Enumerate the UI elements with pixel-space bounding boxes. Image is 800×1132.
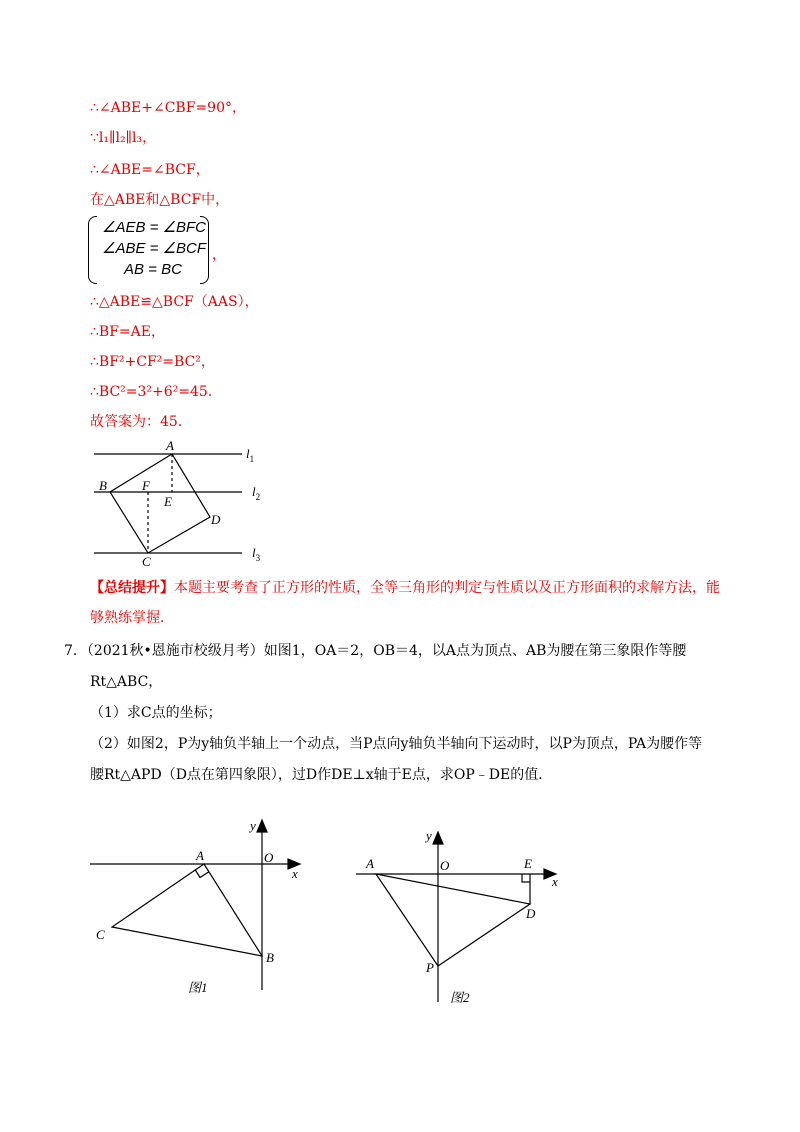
solution-step-5: ∴△ABE≌△BCF（AAS），	[90, 294, 259, 310]
label-D: D	[211, 512, 221, 527]
solution-step-1: ∴∠ABE+∠CBF=90°，	[90, 100, 246, 116]
problem-7-line-2: Rt△ABC，	[90, 674, 163, 690]
problem-7-q2-line-2: 腰Rt△APD（D点在第四象限），过D作DE⊥x轴于E点，求OP﹣DE的值．	[90, 767, 553, 783]
solution-step-2: ∵l₁∥l₂∥l₃，	[90, 130, 157, 146]
problem-7-q1: （1）求C点的坐标；	[90, 705, 222, 721]
y-axis-arrow	[433, 832, 443, 844]
coordinate-figure-1	[88, 812, 318, 1007]
triangle-apd	[376, 874, 530, 966]
right-angle-mark-a	[195, 870, 209, 878]
square-abcd	[110, 454, 210, 553]
triangle-abc	[112, 864, 262, 956]
solution-step-7: ∴BF²+CF²=BC²，	[90, 354, 215, 370]
coordinate-figure-2	[352, 822, 577, 1017]
problem-7-line-1	[64, 641, 686, 661]
label-l3: $l_3$	[252, 545, 261, 563]
fig2-caption: 图2	[450, 990, 470, 1005]
solution-answer: 故答案为：45．	[90, 414, 192, 430]
fig1-caption: 图1	[188, 980, 208, 995]
fig2-label-D: D	[526, 906, 536, 921]
problem-7-q2-line-1: （2）如图2，P为y轴负半轴上一个动点，当P点向y轴负半轴向下运动时，以P为顶点，PA为腰作等	[90, 736, 703, 752]
system-row-1: ∠AEB = ∠BFC	[102, 219, 207, 236]
fig1-label-A: A	[196, 848, 204, 863]
fig2-label-y: y	[426, 828, 432, 843]
fig2-label-E: E	[524, 856, 532, 871]
fig2-label-A: A	[366, 856, 374, 871]
label-F: F	[142, 478, 150, 493]
label-l2: $l_2$	[252, 484, 261, 502]
label-l1: $l_1$	[246, 446, 255, 464]
right-brace	[200, 216, 209, 284]
equation-system	[88, 216, 226, 282]
fig2-label-O: O	[440, 858, 450, 873]
label-E: E	[164, 494, 172, 509]
solution-step-4: 在△ABE和△BCF中，	[90, 192, 230, 208]
left-brace	[88, 216, 97, 284]
system-row-3: AB = BC	[124, 261, 182, 278]
summary-tag: 【总结提升】	[90, 580, 174, 596]
label-B: B	[99, 478, 107, 493]
system-row-2: ∠ABE = ∠BCF	[102, 240, 207, 257]
fig2-label-x: x	[552, 874, 558, 889]
fig1-label-x: x	[292, 866, 298, 881]
fig1-label-B: B	[266, 950, 274, 965]
fig1-label-y: y	[250, 818, 256, 833]
label-C: C	[142, 554, 151, 568]
summary-line-1	[90, 578, 720, 598]
fig2-label-P: P	[426, 960, 434, 975]
label-A: A	[166, 438, 174, 453]
summary-line-2: 够熟练掌握．	[90, 610, 174, 626]
y-axis-arrow	[257, 820, 267, 832]
square-parallel-lines-figure	[80, 438, 280, 568]
problem-number: 7．	[64, 643, 87, 659]
problem-text-1: （2021秋•恩施市校级月考）如图1，OA＝2，OB＝4，以A点为顶点、AB为腰在第三象限作等腰	[86, 643, 687, 659]
summary-text-1: 本题主要考查了正方形的性质，全等三角形的判定与性质以及正方形面积的求解方法，能	[174, 580, 720, 596]
solution-step-3: ∴∠ABE=∠BCF，	[90, 162, 210, 178]
system-comma: ，	[212, 247, 226, 263]
solution-step-6: ∴BF=AE，	[90, 324, 165, 340]
right-angle-mark-e	[522, 874, 530, 882]
fig1-label-O: O	[264, 850, 274, 865]
solution-step-8: ∴BC²=3²+6²=45．	[90, 384, 222, 400]
fig1-label-C: C	[96, 927, 105, 942]
